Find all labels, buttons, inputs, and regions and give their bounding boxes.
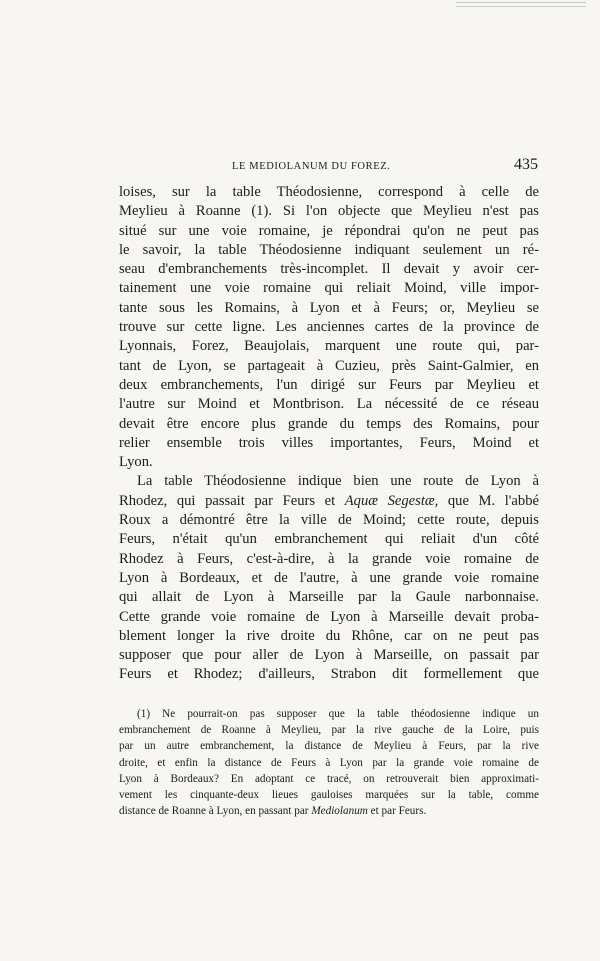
text-line (119, 492, 539, 511)
footnote-line (119, 803, 539, 819)
edge-rule (456, 6, 586, 7)
text-line: relier ensemble trois villes importantes, Feurs, Moind et (119, 434, 539, 451)
text-line: Lyon à Bordeaux, et de l'autre, à une grande voie romaine (119, 569, 539, 586)
italic-place-name: Aquæ Segestæ (344, 492, 435, 509)
footnote-line: droite, et enfin la distance de Feurs à Lyon par la grande voie romaine de (119, 756, 539, 769)
text-line: tant de Lyon, se partageait à Cuzieu, près Saint-Galmier, en (119, 357, 539, 374)
text-segment: Rhodez, qui passait par Feurs et (119, 492, 345, 509)
text-segment: , que M. l'abbé (434, 492, 539, 509)
text-line: trouve sur cette ligne. Les anciennes cartes de la province de (119, 319, 539, 336)
text-line: le savoir, la table Théodosienne indiquant seulement un ré- (119, 241, 539, 258)
text-line: Feurs et Rhodez; d'ailleurs, Strabon dit formellement que (119, 666, 539, 683)
text-line: Feurs, n'était qu'un embranchement qui reliait d'un côté (119, 531, 539, 548)
text-line: Meylieu à Roanne (1). Si l'on objecte que Meylieu n'est pas (119, 203, 539, 220)
footnote-line: Lyon à Bordeaux? En adoptant ce tracé, on retrouverait bien approximati- (119, 772, 539, 785)
text-line: Lyonnais, Forez, Beaujolais, marquent une route qui, par- (119, 338, 539, 355)
page-number: 435 (514, 156, 538, 173)
italic-place-name: Mediolanum (311, 805, 368, 818)
footnote (119, 706, 539, 819)
text-line: Lyon. (119, 454, 153, 471)
text-line: devait être encore plus grande du temps des Romains, pour (119, 415, 539, 432)
text-line: La table Théodosienne indique bien une route de Lyon à (137, 473, 539, 490)
text-line: deux embranchements, l'un dirigé sur Feurs par Meylieu et (119, 376, 539, 393)
text-line: Rhodez à Feurs, c'est-à-dire, à la grande voie romaine de (119, 550, 539, 567)
footnote-line: embranchement de Roanne à Meylieu, par la rive gauche de la Loire, puis (119, 724, 539, 737)
main-text (119, 183, 539, 685)
page-header (120, 156, 538, 178)
running-head: LE MEDIOLANUM DU FOREZ. (232, 161, 391, 172)
text-line: supposer que pour aller de Lyon à Marseille, on passait par (119, 647, 539, 664)
text-line: qui allait de Lyon à Marseille par la Gaule narbonnaise. (119, 589, 539, 606)
text-line: l'autre sur Moind et Montbrison. La nécessité de ce réseau (119, 396, 539, 413)
text-line: Roux a démontré être la ville de Moind; cette route, depuis (119, 512, 539, 529)
text-line: Cette grande voie romaine de Lyon à Marseille devait proba- (119, 608, 539, 625)
footnote-line: par un autre embranchement, la distance de Meylieu à Feurs, par la rive (119, 740, 539, 753)
text-line: tainement une voie romaine qui reliait Moind, ville impor- (119, 280, 539, 297)
text-line: seau d'embranchements très-incomplet. Il devait y avoir cer- (119, 261, 539, 278)
text-segment: et par Feurs. (367, 805, 427, 818)
edge-rule (456, 2, 586, 3)
text-segment: distance de Roanne à Lyon, en passant par (119, 805, 312, 818)
text-line: loises, sur la table Théodosienne, correspond à celle de (119, 184, 539, 200)
text-line: situé sur une voie romaine, je répondrai qu'on ne peut pas (119, 222, 539, 239)
footnote-line: (1) Ne pourrait-on pas supposer que la table théodosienne indique un (137, 708, 539, 720)
top-edge-rules (456, 2, 586, 14)
text-line: blement longer la rive droite du Rhône, car on ne peut pas (119, 627, 539, 644)
text-line: tante sous les Romains, à Lyon et à Feurs; or, Meylieu se (119, 299, 539, 316)
footnote-line: vement les cinquante-deux lieues gauloises marquées sur la table, comme (119, 789, 539, 802)
